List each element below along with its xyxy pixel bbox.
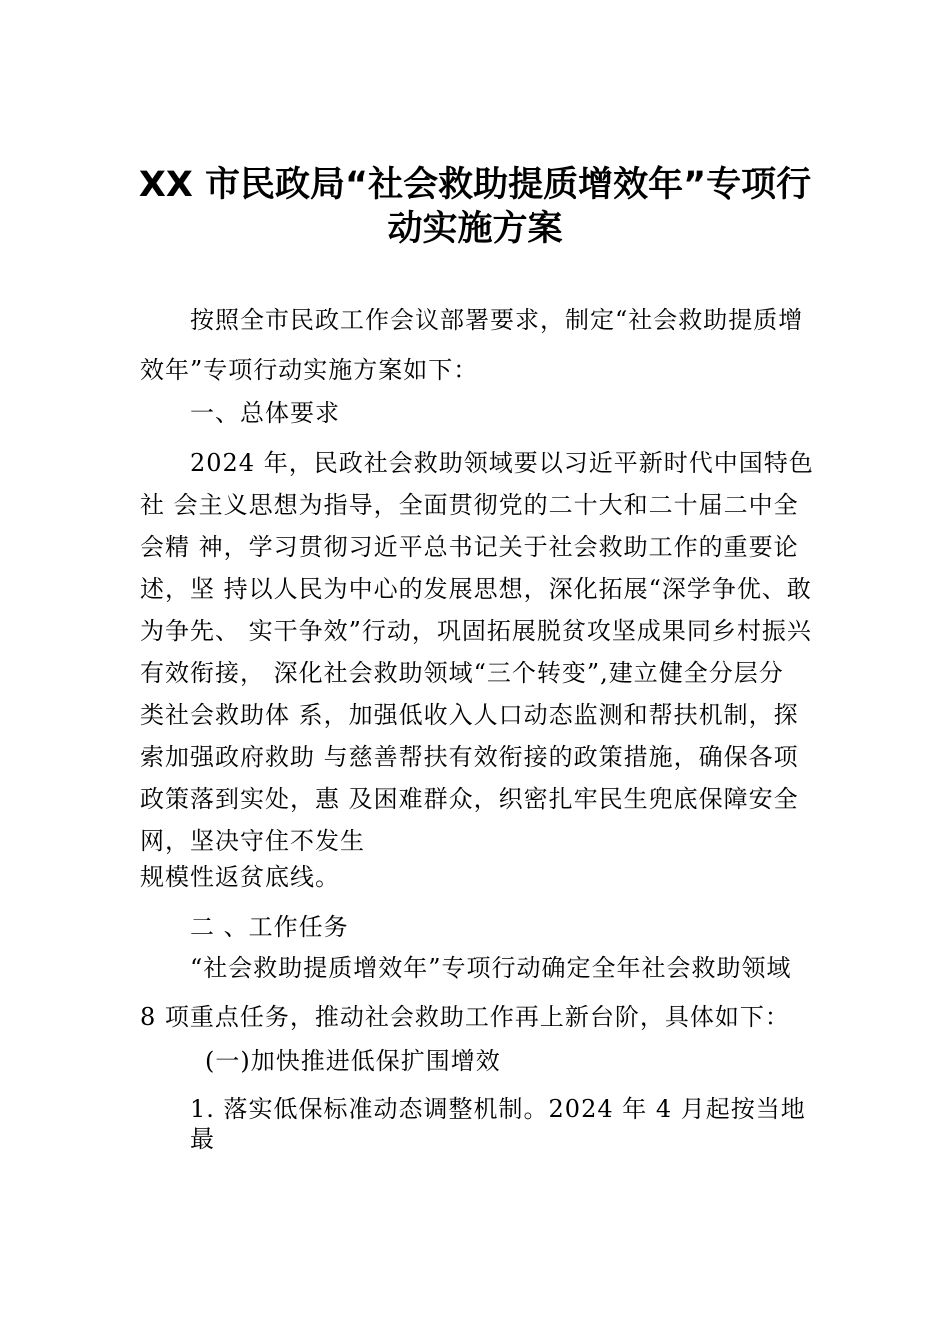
paragraph-line: 述，坚 持以人民为中心的发展思想，深化拓展“深学争优、敢 xyxy=(140,575,812,603)
paragraph-line: 2024 年，民政社会救助领域要以习近平新时代中国特色 xyxy=(190,449,814,477)
paragraph-line: 为争先、 实干争效”行动，巩固拓展脱贫攻坚成果同乡村振兴 xyxy=(140,617,812,645)
document-title-line-2: 动实施方案 xyxy=(387,209,563,249)
list-item-line: 1. 落实低保标准动态调整机制。2024 年 4 月起按当地 xyxy=(190,1095,806,1123)
paragraph-line: 网，坚决守住不发生 xyxy=(140,827,365,855)
section-heading-work-tasks: 二 、工作任务 xyxy=(190,913,349,941)
paragraph-line: 规模性返贫底线。 xyxy=(140,863,340,891)
subsection-heading: (一)加快推进低保扩围增效 xyxy=(205,1047,501,1075)
section-heading-general-requirements: 一、总体要求 xyxy=(190,399,340,427)
paragraph-line: 政策落到实处，惠 及困难群众，织密扎牢民生兜底保障安全 xyxy=(140,785,799,813)
paragraph-line: “社会救助提质增效年”专项行动确定全年社会救助领域 xyxy=(190,954,792,982)
paragraph-line: 索加强政府救助 与慈善帮扶有效衔接的政策措施，确保各项 xyxy=(140,743,799,771)
document-title-line-1: XX 市民政局“社会救助提质增效年”专项行 xyxy=(138,165,812,205)
intro-line-2: 效年”专项行动实施方案如下： xyxy=(140,356,479,384)
paragraph-line: 8 项重点任务，推动社会救助工作再上新台阶，具体如下： xyxy=(140,1003,790,1031)
intro-line-1: 按照全市民政工作会议部署要求，制定“社会救助提质增 xyxy=(190,306,804,334)
list-item-line: 最 xyxy=(190,1125,215,1153)
paragraph-line: 会精 神，学习贯彻习近平总书记关于社会救助工作的重要论 xyxy=(140,533,799,561)
paragraph-line: 社 会主义思想为指导，全面贯彻党的二十大和二十届二中全 xyxy=(140,491,799,519)
paragraph-line: 类社会救助体 系，加强低收入人口动态监测和帮扶机制，探 xyxy=(140,701,799,729)
paragraph-line: 有效衔接， 深化社会救助领域“三个转变”,建立健全分层分 xyxy=(140,659,784,687)
